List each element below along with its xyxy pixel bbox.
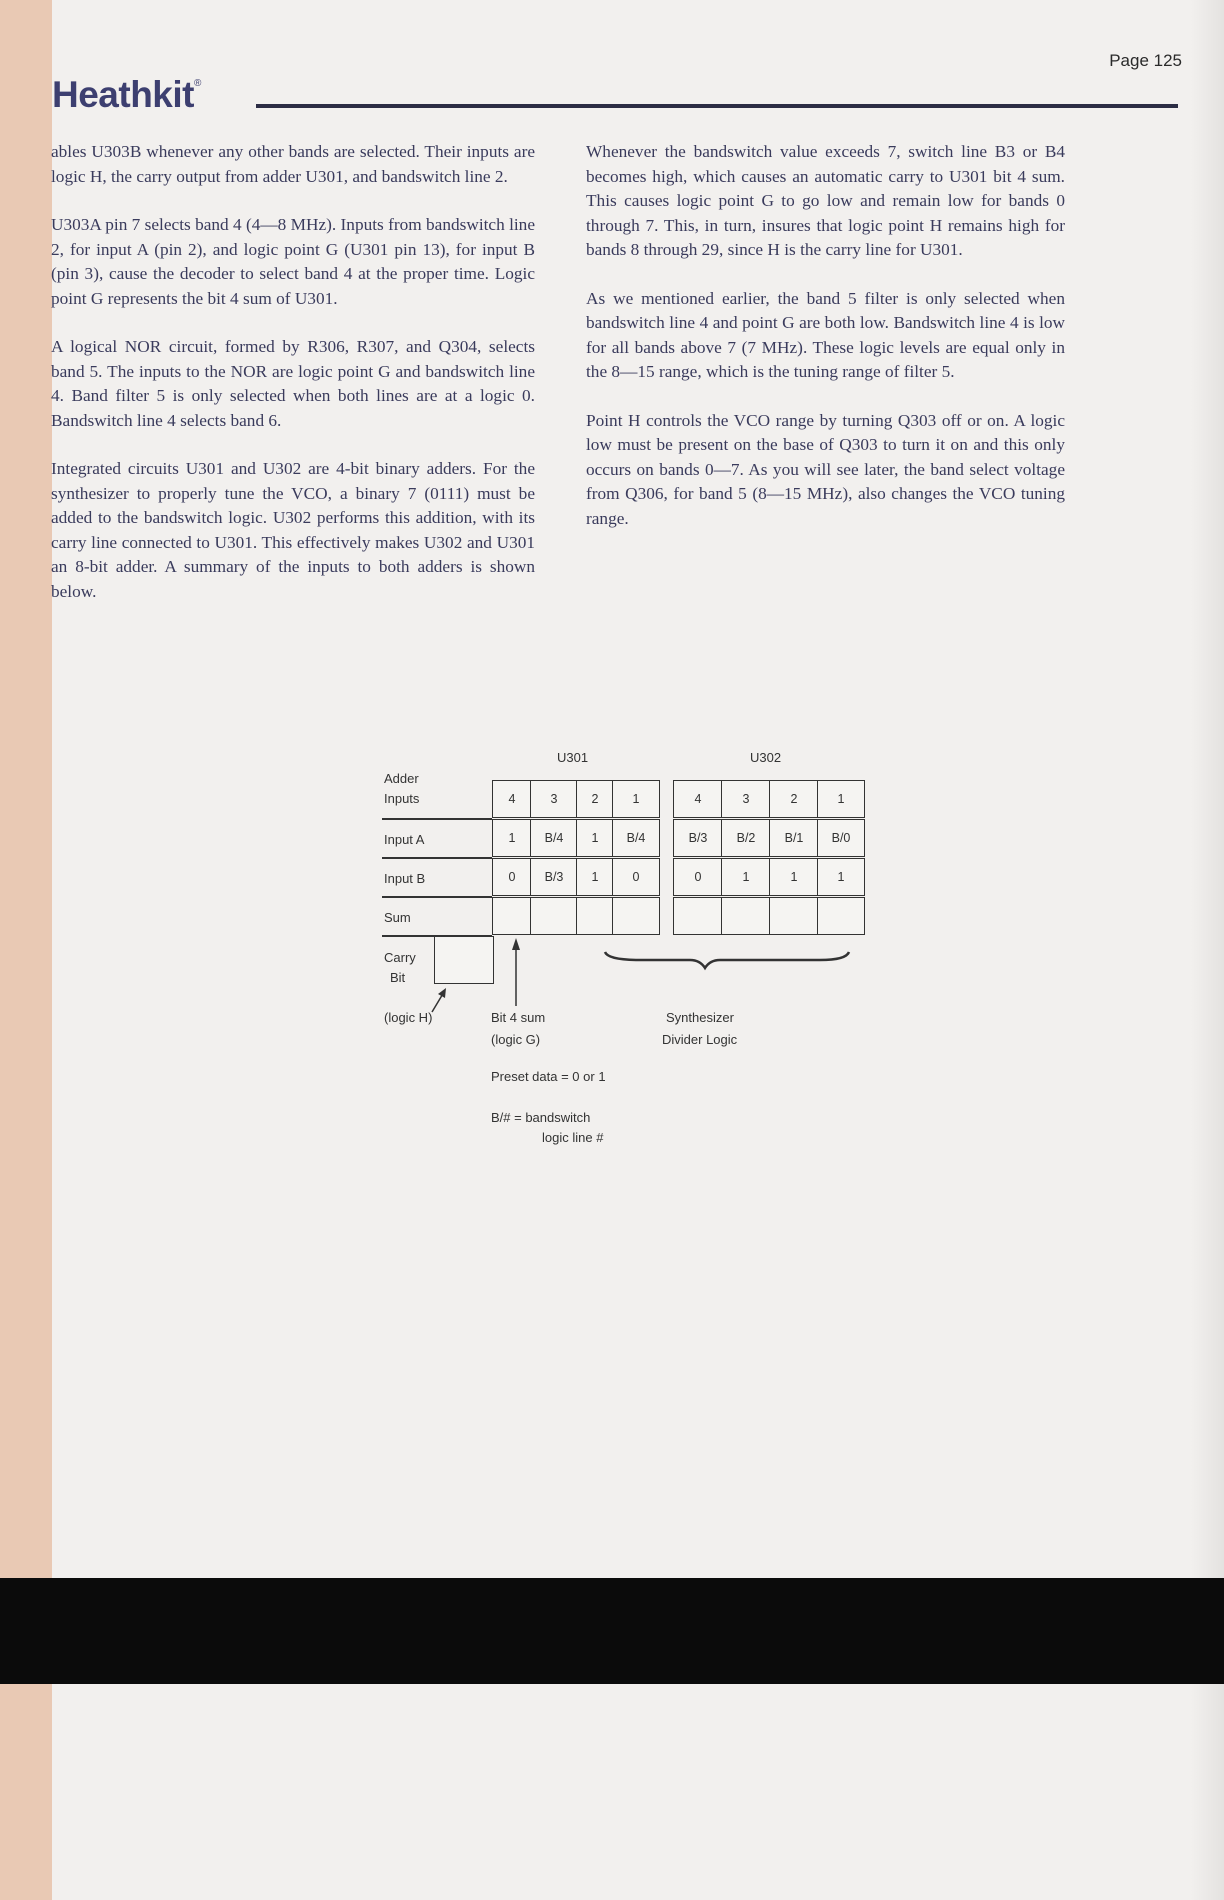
logic-h-label: (logic H)	[384, 1010, 433, 1025]
row-label-inputs: Inputs	[384, 791, 420, 806]
u302-input-a-cell: B/2	[721, 819, 771, 857]
paragraph: Point H controls the VCO range by turning Q303 off or on. A logic low must be present on the base of Q303 to turn it on and this only occurs on bands 0—7. As you will see later, the band select voltage from Q306, for band 5 (8—15 MHz), also changes the VCO tuning range.	[586, 410, 1065, 528]
u301-input-a-cell: 1	[492, 819, 532, 857]
paragraph: U303A pin 7 selects band 4 (4—8 MHz). Inputs from bandswitch line 2, for input A (pin 2), and logic point G (U301 pin 13), for input B (pin 3), cause the decoder to select band 4 at the proper time. Logic point G represents the bit 4 sum of U301.	[51, 215, 535, 308]
u301-input-b-cell: B/3	[530, 858, 578, 896]
u302-input-a-cell: B/3	[673, 819, 723, 857]
preset-data-label: Preset data = 0 or 1	[491, 1069, 606, 1084]
synthesizer-label: Synthesizer	[666, 1010, 734, 1025]
page-number: Page 125	[1109, 51, 1182, 70]
u301-input-b-cell: 0	[612, 858, 660, 896]
divider-logic-label: Divider Logic	[662, 1032, 738, 1047]
u301-input-a-cell: 1	[576, 819, 614, 857]
u302-input-b-cell: 1	[769, 858, 819, 896]
legend-line-2: logic line #	[542, 1130, 604, 1145]
row-label-bit: Bit	[390, 970, 406, 985]
u302-bit-header: 2	[769, 780, 819, 818]
u301-title: U301	[557, 750, 589, 765]
u301-input-a-cell: B/4	[530, 819, 578, 857]
u302-input-b-cell: 0	[673, 858, 723, 896]
paragraph: Whenever the bandswitch value exceeds 7, switch line B3 or B4 becomes high, which causes an automatic carry to U301 bit 4 sum. This causes logic point G to go low and remain low for bands 0 through 7. This, in turn, insures that logic point H remains high for bands 8 through 29, since H is the carry line for U301.	[586, 142, 1065, 259]
u302-bit-header: 1	[817, 780, 865, 818]
u301-input-a-cell: B/4	[612, 819, 660, 857]
paragraph: ables U303B whenever any other bands are selected. Their inputs are logic H, the carry output from adder U301, and bandswitch line 2.	[51, 142, 535, 186]
paragraph: As we mentioned earlier, the band 5 filter is only selected when bandswitch line 4 and point G are both low. Bandswitch line 4 is low for all bands above 7 (7 MHz). These logic levels are equal only in the 8—15 range, which is the tuning range of filter 5.	[586, 288, 1065, 381]
brand-logo: Heathkit®	[52, 74, 201, 115]
divider-brace	[605, 952, 849, 968]
u302-bit-header: 3	[721, 780, 771, 818]
u301-input-b-cell: 0	[492, 858, 532, 896]
paragraph: Integrated circuits U301 and U302 are 4-bit binary adders. For the synthesizer to properly tune the VCO, a binary 7 (0111) must be added to the bandswitch logic. U302 performs this addition, with its carry line connected to U301. This effectively makes U302 and U301 an 8-bit adder. A summary of the inputs to both adders is shown below.	[51, 459, 535, 601]
row-label-adder: Adder	[384, 771, 419, 786]
u302-input-a-cell: B/0	[817, 819, 865, 857]
u301-bit-header: 4	[492, 780, 532, 818]
u301-bit-header: 3	[530, 780, 578, 818]
scan-bottom-edge	[0, 1578, 1224, 1684]
bit4-sum-label: Bit 4 sum	[491, 1010, 546, 1025]
arrow-head	[512, 938, 520, 950]
logic-g-label: (logic G)	[491, 1032, 541, 1047]
u302-input-b-cell: 1	[817, 858, 865, 896]
paragraph: A logical NOR circuit, formed by R306, R307, and Q304, selects band 5. The inputs to the NOR are logic point G and bandswitch line 4. Band filter 5 is only selected when both lines are at a logic 0. Bandswitch line 4 selects band 6.	[51, 337, 535, 430]
row-label-input-b: Input B	[384, 871, 426, 886]
row-label-sum: Sum	[384, 910, 411, 925]
u301-bit-header: 1	[612, 780, 660, 818]
u302-input-b-cell: 1	[721, 858, 771, 896]
u301-bit-header: 2	[576, 780, 614, 818]
row-label-input-a: Input A	[384, 832, 425, 847]
u301-input-b-cell: 1	[576, 858, 614, 896]
u302-bit-header: 4	[673, 780, 723, 818]
legend-line-1: B/# = bandswitch	[491, 1110, 591, 1125]
u302-input-a-cell: B/1	[769, 819, 819, 857]
row-label-carry: Carry	[384, 950, 416, 965]
u302-title: U302	[750, 750, 782, 765]
